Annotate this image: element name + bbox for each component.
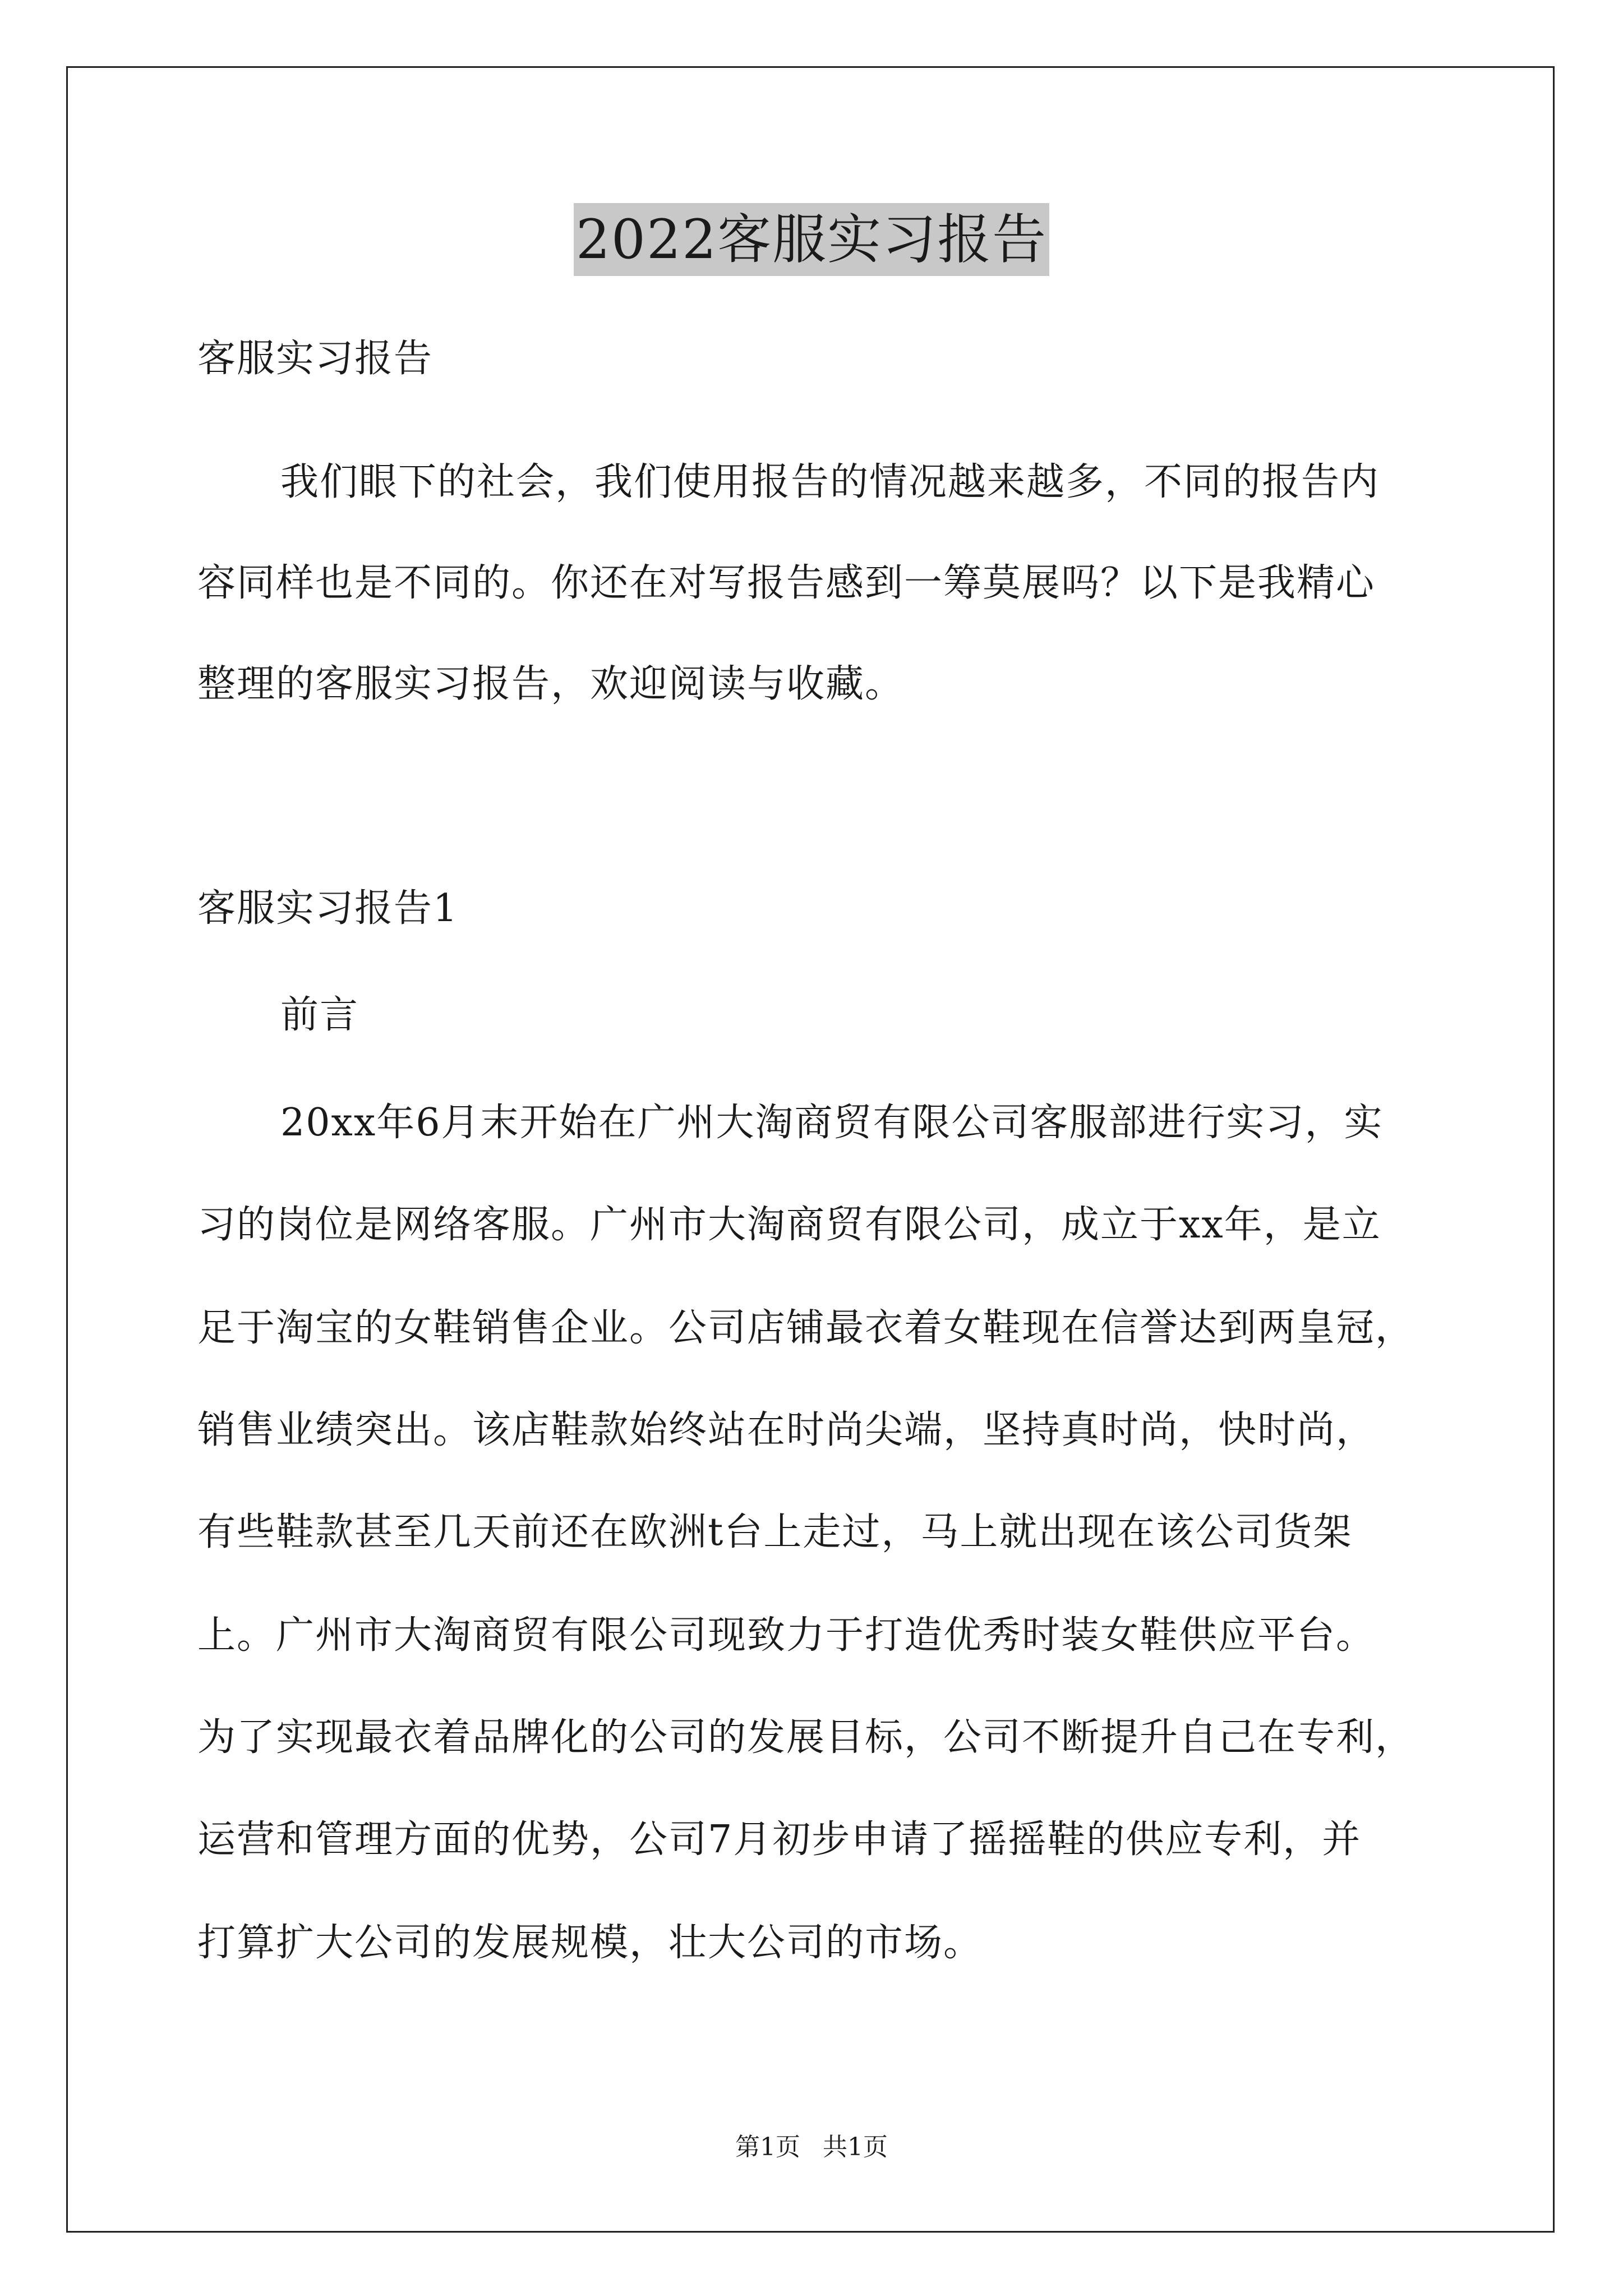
subtitle: 客服实习报告 [197,337,434,381]
body-line-2: 习的岗位是网络客服。广州市大淘商贸有限公司，成立于xx年，是立 [197,1203,1381,1247]
section-heading: 客服实习报告1 [197,886,459,931]
title-container [0,203,1623,276]
body-line-1: 20xx年6月末开始在广州大淘商贸有限公司客服部进行实习，实 [280,1101,1384,1145]
body-line-3: 足于淘宝的女鞋销售企业。公司店铺最衣着女鞋现在信誉达到两皇冠， [197,1306,1415,1350]
body-line-8: 运营和管理方面的优势，公司7月初步申请了摇摇鞋的供应专利，并 [197,1818,1362,1862]
body-line-4: 销售业绩突出。该店鞋款始终站在时尚尖端，坚持真时尚，快时尚， [197,1408,1376,1452]
document-title: 2022客服实习报告 [574,203,1049,276]
body-line-6: 上。广州市大淘商贸有限公司现致力于打造优秀时装女鞋供应平台。 [197,1613,1376,1658]
page-total: 共1页 [823,2133,888,2161]
body-line-9: 打算扩大公司的发展规模，壮大公司的市场。 [197,1921,983,1965]
page-footer [0,2132,1623,2163]
body-line-5: 有些鞋款甚至几天前还在欧洲t台上走过，马上就出现在该公司货架 [197,1510,1353,1554]
intro-line-3: 整理的客服实习报告，欢迎阅读与收藏。 [197,662,905,706]
body-line-7: 为了实现最衣着品牌化的公司的发展目标，公司不断提升自己在专利， [197,1715,1415,1760]
page-number: 第1页 [735,2133,800,2161]
intro-line-2: 容同样也是不同的。你还在对写报告感到一筹莫展吗？以下是我精心 [197,561,1376,605]
page-border [66,66,1555,2233]
intro-line-1: 我们眼下的社会，我们使用报告的情况越来越多，不同的报告内 [280,460,1380,504]
preface-label: 前言 [280,993,359,1037]
